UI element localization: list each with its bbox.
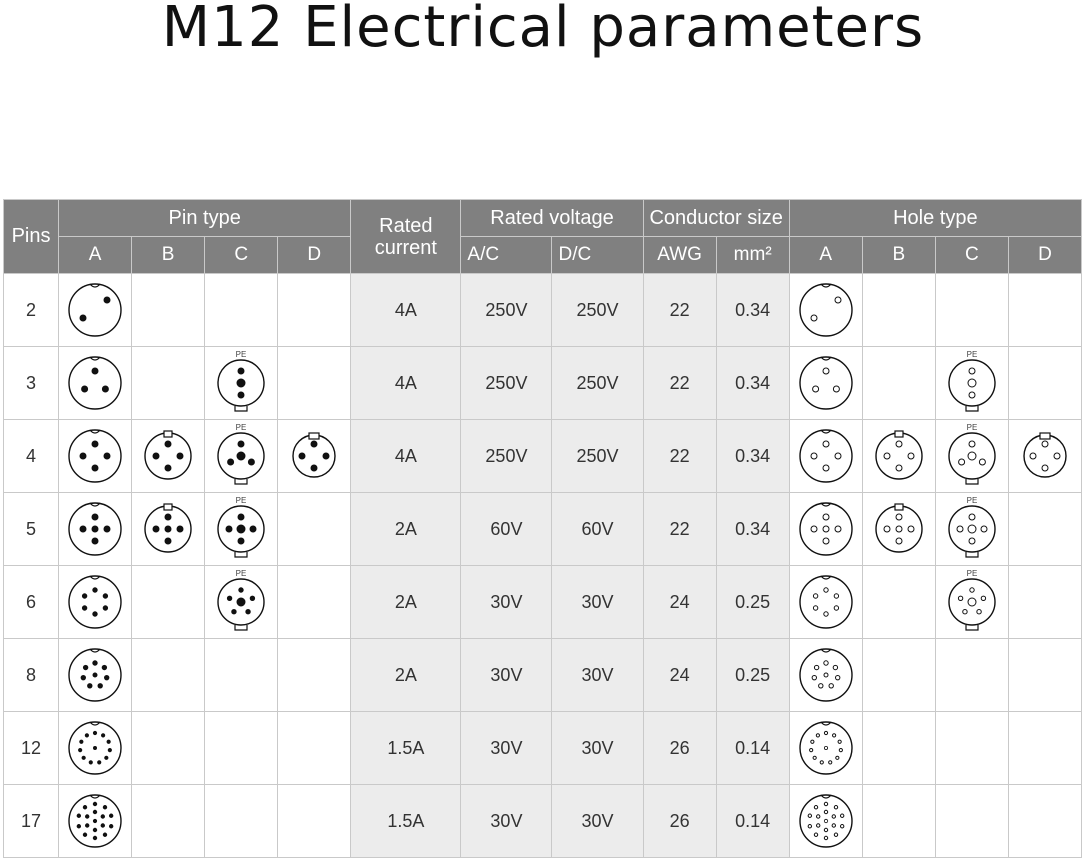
pin-type-cell: [205, 566, 278, 639]
pin-type-cell: [132, 639, 205, 712]
header-pin-type-c: C: [205, 237, 278, 274]
pin-type-cell: [59, 712, 132, 785]
pin-type-cell: [59, 347, 132, 420]
hole-type-cell: [935, 274, 1008, 347]
header-mm2: mm²: [716, 237, 789, 274]
hole-type-cell: [935, 347, 1008, 420]
table-row: [4, 712, 1082, 785]
voltage-ac-cell: 30V: [461, 639, 552, 712]
header-rated-current-line1: Rated: [379, 214, 433, 237]
pin-face-diagram-a: [61, 276, 129, 344]
awg-cell: 26: [643, 785, 716, 858]
mm2-cell: 0.25: [716, 566, 789, 639]
pin-type-cell: [132, 274, 205, 347]
hole-face-diagram-b: [865, 422, 933, 490]
table-row: [4, 566, 1082, 639]
awg-cell: 22: [643, 347, 716, 420]
pins-cell: 2: [4, 274, 59, 347]
pin-type-cell: [205, 347, 278, 420]
pin-type-cell: [278, 712, 351, 785]
header-hole-type-c: C: [935, 237, 1008, 274]
pin-type-cell: [132, 712, 205, 785]
voltage-ac-cell: 250V: [461, 274, 552, 347]
voltage-dc-cell: 30V: [552, 785, 643, 858]
mm2-cell: 0.34: [716, 347, 789, 420]
pin-type-cell: [205, 785, 278, 858]
mm2-cell: 0.25: [716, 639, 789, 712]
awg-cell: 24: [643, 566, 716, 639]
hole-type-cell: [789, 639, 862, 712]
pin-face-diagram-a: [61, 568, 129, 636]
svg-text:PE: PE: [235, 496, 247, 505]
pin-type-cell: [205, 493, 278, 566]
svg-text:PE: PE: [966, 423, 978, 432]
pins-cell: 17: [4, 785, 59, 858]
hole-face-diagram-a: [792, 641, 860, 709]
pin-type-cell: [278, 493, 351, 566]
pin-type-cell: [59, 639, 132, 712]
hole-face-diagram-b: [865, 495, 933, 563]
hole-face-diagram-a: [792, 422, 860, 490]
pin-face-diagram-a: [61, 349, 129, 417]
header-pin-type: Pin type: [59, 200, 351, 237]
pins-cell: 8: [4, 639, 59, 712]
voltage-ac-cell: 30V: [461, 712, 552, 785]
pin-type-cell: [132, 420, 205, 493]
pin-type-cell: [205, 420, 278, 493]
rated-current-cell: 2A: [351, 639, 461, 712]
hole-type-cell: [1008, 639, 1081, 712]
pin-type-cell: [59, 785, 132, 858]
hole-type-cell: [1008, 420, 1081, 493]
mm2-cell: 0.34: [716, 493, 789, 566]
pins-cell: 4: [4, 420, 59, 493]
pin-type-cell: [132, 347, 205, 420]
pin-type-cell: [278, 566, 351, 639]
svg-text:PE: PE: [966, 350, 978, 359]
hole-face-diagram-c: [938, 349, 1006, 417]
header-hole-type-d: D: [1008, 237, 1081, 274]
table-header: [4, 200, 1082, 274]
table-row: [4, 347, 1082, 420]
header-hole-type-b: B: [862, 237, 935, 274]
pin-type-cell: [278, 347, 351, 420]
hole-type-cell: [935, 493, 1008, 566]
hole-type-cell: [1008, 785, 1081, 858]
pin-type-cell: [278, 274, 351, 347]
hole-type-cell: [862, 785, 935, 858]
hole-face-diagram-c: [938, 422, 1006, 490]
hole-type-cell: [789, 274, 862, 347]
hole-type-cell: [935, 712, 1008, 785]
hole-type-cell: [935, 566, 1008, 639]
voltage-dc-cell: 250V: [552, 347, 643, 420]
awg-cell: 22: [643, 274, 716, 347]
mm2-cell: 0.14: [716, 712, 789, 785]
voltage-ac-cell: 60V: [461, 493, 552, 566]
rated-current-cell: 2A: [351, 566, 461, 639]
svg-text:PE: PE: [966, 569, 978, 578]
page-title: M12 Electrical parameters: [161, 0, 925, 60]
rated-current-cell: 4A: [351, 274, 461, 347]
pin-type-cell: [59, 420, 132, 493]
hole-type-cell: [789, 785, 862, 858]
hole-face-diagram-a: [792, 276, 860, 344]
hole-type-cell: [862, 420, 935, 493]
pin-face-diagram-a: [61, 495, 129, 563]
pin-face-diagram-b: [134, 422, 202, 490]
hole-type-cell: [862, 493, 935, 566]
pin-type-cell: [132, 566, 205, 639]
pin-type-cell: [278, 785, 351, 858]
awg-cell: 22: [643, 493, 716, 566]
table-row: [4, 420, 1082, 493]
hole-face-diagram-a: [792, 495, 860, 563]
hole-face-diagram-a: [792, 714, 860, 782]
pin-type-cell: [59, 274, 132, 347]
hole-type-cell: [862, 274, 935, 347]
pins-cell: 5: [4, 493, 59, 566]
voltage-ac-cell: 250V: [461, 420, 552, 493]
pin-face-diagram-c: [207, 349, 275, 417]
header-pin-type-a: A: [59, 237, 132, 274]
header-dc: D/C: [552, 237, 643, 274]
svg-text:PE: PE: [235, 350, 247, 359]
parameters-table: [3, 199, 1082, 858]
pin-type-cell: [59, 493, 132, 566]
pin-type-cell: [205, 274, 278, 347]
voltage-ac-cell: 250V: [461, 347, 552, 420]
header-pins: Pins: [4, 200, 59, 274]
voltage-dc-cell: 30V: [552, 639, 643, 712]
hole-face-diagram-a: [792, 568, 860, 636]
rated-current-cell: 1.5A: [351, 712, 461, 785]
hole-face-diagram-a: [792, 787, 860, 855]
table-body: [4, 274, 1082, 858]
pin-face-diagram-a: [61, 787, 129, 855]
voltage-dc-cell: 30V: [552, 712, 643, 785]
pin-type-cell: [132, 493, 205, 566]
hole-type-cell: [789, 420, 862, 493]
hole-face-diagram-d: [1011, 422, 1079, 490]
voltage-dc-cell: 60V: [552, 493, 643, 566]
header-pin-type-d: D: [278, 237, 351, 274]
voltage-dc-cell: 250V: [552, 274, 643, 347]
awg-cell: 26: [643, 712, 716, 785]
header-rated-current-line2: current: [374, 236, 437, 259]
svg-text:PE: PE: [235, 569, 247, 578]
pin-type-cell: [132, 785, 205, 858]
voltage-dc-cell: 30V: [552, 566, 643, 639]
pin-face-diagram-c: [207, 422, 275, 490]
header-rated-current: [351, 200, 461, 274]
hole-type-cell: [935, 639, 1008, 712]
mm2-cell: 0.14: [716, 785, 789, 858]
awg-cell: 22: [643, 420, 716, 493]
rated-current-cell: 4A: [351, 347, 461, 420]
hole-type-cell: [1008, 493, 1081, 566]
rated-current-cell: 2A: [351, 493, 461, 566]
voltage-ac-cell: 30V: [461, 566, 552, 639]
voltage-dc-cell: 250V: [552, 420, 643, 493]
header-pin-type-b: B: [132, 237, 205, 274]
header-ac: A/C: [461, 237, 552, 274]
rated-current-cell: 1.5A: [351, 785, 461, 858]
hole-type-cell: [862, 347, 935, 420]
header-conductor-size: Conductor size: [643, 200, 789, 237]
awg-cell: 24: [643, 639, 716, 712]
table-row: [4, 493, 1082, 566]
table-row: [4, 639, 1082, 712]
pin-face-diagram-a: [61, 714, 129, 782]
hole-type-cell: [862, 566, 935, 639]
hole-type-cell: [1008, 274, 1081, 347]
hole-type-cell: [789, 712, 862, 785]
header-hole-type-a: A: [789, 237, 862, 274]
pin-type-cell: [278, 639, 351, 712]
hole-type-cell: [789, 347, 862, 420]
pin-type-cell: [205, 639, 278, 712]
pins-cell: 12: [4, 712, 59, 785]
hole-face-diagram-c: [938, 495, 1006, 563]
pin-face-diagram-c: [207, 495, 275, 563]
table-row: [4, 274, 1082, 347]
pin-face-diagram-d: [280, 422, 348, 490]
mm2-cell: 0.34: [716, 274, 789, 347]
pin-type-cell: [59, 566, 132, 639]
pins-cell: 6: [4, 566, 59, 639]
pin-face-diagram-a: [61, 422, 129, 490]
header-awg: AWG: [643, 237, 716, 274]
pin-face-diagram-b: [134, 495, 202, 563]
hole-type-cell: [935, 785, 1008, 858]
hole-type-cell: [789, 493, 862, 566]
header-hole-type: Hole type: [789, 200, 1081, 237]
pin-type-cell: [205, 712, 278, 785]
table-row: [4, 785, 1082, 858]
hole-type-cell: [862, 712, 935, 785]
pin-type-cell: [278, 420, 351, 493]
pin-face-diagram-a: [61, 641, 129, 709]
header-rated-voltage: Rated voltage: [461, 200, 643, 237]
hole-type-cell: [935, 420, 1008, 493]
hole-face-diagram-a: [792, 349, 860, 417]
rated-current-cell: 4A: [351, 420, 461, 493]
hole-type-cell: [789, 566, 862, 639]
hole-type-cell: [862, 639, 935, 712]
svg-text:PE: PE: [235, 423, 247, 432]
pin-face-diagram-c: [207, 568, 275, 636]
pins-cell: 3: [4, 347, 59, 420]
svg-text:PE: PE: [966, 496, 978, 505]
hole-type-cell: [1008, 712, 1081, 785]
hole-face-diagram-c: [938, 568, 1006, 636]
mm2-cell: 0.34: [716, 420, 789, 493]
hole-type-cell: [1008, 566, 1081, 639]
hole-type-cell: [1008, 347, 1081, 420]
voltage-ac-cell: 30V: [461, 785, 552, 858]
